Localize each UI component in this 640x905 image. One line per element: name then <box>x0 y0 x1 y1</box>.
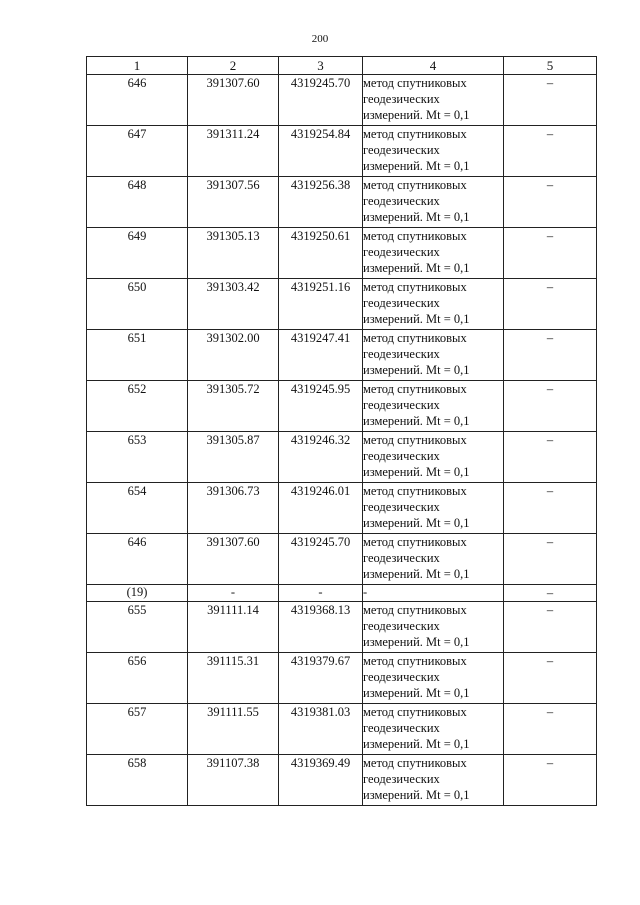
method-text-line: метод спутниковых <box>363 484 467 498</box>
method-text-line: геодезических <box>363 772 440 786</box>
method-cell <box>363 602 504 653</box>
note-cell: – <box>504 755 597 806</box>
x-coordinate-cell: 391311.24 <box>188 126 279 177</box>
note-cell: – <box>504 228 597 279</box>
point-number-cell: 658 <box>87 755 188 806</box>
table-body <box>87 75 597 806</box>
table-header <box>87 57 597 75</box>
table-row <box>87 279 597 330</box>
point-number-cell: 649 <box>87 228 188 279</box>
method-text-line: геодезических <box>363 347 440 361</box>
method-text-line: геодезических <box>363 500 440 514</box>
method-text-line: метод спутниковых <box>363 127 467 141</box>
table-row <box>87 432 597 483</box>
method-cell <box>363 585 504 602</box>
method-text-line: измерений. Mt = 0,1 <box>363 159 470 173</box>
method-cell <box>363 704 504 755</box>
method-cell <box>363 755 504 806</box>
method-text-line: измерений. Mt = 0,1 <box>363 635 470 649</box>
method-cell <box>363 228 504 279</box>
method-text-line: измерений. Mt = 0,1 <box>363 363 470 377</box>
method-text-line: метод спутниковых <box>363 331 467 345</box>
note-cell: – <box>504 704 597 755</box>
table-row <box>87 585 597 602</box>
method-text-line: измерений. Mt = 0,1 <box>363 414 470 428</box>
y-coordinate-cell: 4319251.16 <box>279 279 363 330</box>
method-text-line: метод спутниковых <box>363 705 467 719</box>
note-cell: – <box>504 653 597 704</box>
y-coordinate-cell: 4319246.01 <box>279 483 363 534</box>
x-coordinate-cell: 391107.38 <box>188 755 279 806</box>
note-cell: – <box>504 126 597 177</box>
method-text-line: метод спутниковых <box>363 178 467 192</box>
method-text-line: геодезических <box>363 296 440 310</box>
point-number-cell: 651 <box>87 330 188 381</box>
method-text-line: геодезических <box>363 194 440 208</box>
point-number-cell: 656 <box>87 653 188 704</box>
y-coordinate-cell: 4319245.70 <box>279 75 363 126</box>
method-text-line: геодезических <box>363 92 440 106</box>
method-cell <box>363 432 504 483</box>
x-coordinate-cell: 391111.14 <box>188 602 279 653</box>
y-coordinate-cell: 4319381.03 <box>279 704 363 755</box>
table-row <box>87 330 597 381</box>
y-coordinate-cell: 4319245.95 <box>279 381 363 432</box>
y-coordinate-cell: - <box>279 585 363 602</box>
point-number-cell: 655 <box>87 602 188 653</box>
note-cell: – <box>504 534 597 585</box>
x-coordinate-cell: 391305.87 <box>188 432 279 483</box>
coordinates-table <box>86 56 597 806</box>
method-text-line: метод спутниковых <box>363 433 467 447</box>
y-coordinate-cell: 4319369.49 <box>279 755 363 806</box>
header-col-3: 3 <box>279 57 363 75</box>
x-coordinate-cell: 391303.42 <box>188 279 279 330</box>
table-row <box>87 381 597 432</box>
method-cell <box>363 75 504 126</box>
header-col-4: 4 <box>363 57 504 75</box>
method-text-line: геодезических <box>363 670 440 684</box>
point-number-cell: 650 <box>87 279 188 330</box>
point-number-cell: 647 <box>87 126 188 177</box>
note-cell: – <box>504 75 597 126</box>
table-row <box>87 177 597 228</box>
method-text-line: измерений. Mt = 0,1 <box>363 788 470 802</box>
x-coordinate-cell: 391302.00 <box>188 330 279 381</box>
method-text-line: геодезических <box>363 449 440 463</box>
y-coordinate-cell: 4319247.41 <box>279 330 363 381</box>
method-text-line: измерений. Mt = 0,1 <box>363 210 470 224</box>
x-coordinate-cell: 391115.31 <box>188 653 279 704</box>
point-number-cell: 653 <box>87 432 188 483</box>
y-coordinate-cell: 4319379.67 <box>279 653 363 704</box>
method-text-line: метод спутниковых <box>363 654 467 668</box>
method-cell <box>363 653 504 704</box>
header-col-2: 2 <box>188 57 279 75</box>
note-cell: – <box>504 602 597 653</box>
method-text-line: измерений. Mt = 0,1 <box>363 261 470 275</box>
method-text-line: измерений. Mt = 0,1 <box>363 686 470 700</box>
table-row <box>87 228 597 279</box>
point-number-cell: 652 <box>87 381 188 432</box>
method-text-line: геодезических <box>363 721 440 735</box>
method-text-line: метод спутниковых <box>363 603 467 617</box>
note-cell: – <box>504 330 597 381</box>
method-cell <box>363 483 504 534</box>
x-coordinate-cell: 391307.60 <box>188 75 279 126</box>
y-coordinate-cell: 4319368.13 <box>279 602 363 653</box>
method-cell <box>363 330 504 381</box>
page-number: 200 <box>311 33 329 45</box>
x-coordinate-cell: 391111.55 <box>188 704 279 755</box>
x-coordinate-cell: 391305.13 <box>188 228 279 279</box>
header-col-1: 1 <box>87 57 188 75</box>
method-text-line: геодезических <box>363 619 440 633</box>
point-number-cell: 654 <box>87 483 188 534</box>
y-coordinate-cell: 4319254.84 <box>279 126 363 177</box>
note-cell: – <box>504 483 597 534</box>
x-coordinate-cell: 391305.72 <box>188 381 279 432</box>
method-text-line: измерений. Mt = 0,1 <box>363 516 470 530</box>
note-cell: – <box>504 432 597 483</box>
method-text-line: метод спутниковых <box>363 229 467 243</box>
note-cell: – <box>504 279 597 330</box>
method-text-line: измерений. Mt = 0,1 <box>363 465 470 479</box>
method-text-line: измерений. Mt = 0,1 <box>363 108 470 122</box>
method-text-line: - <box>363 585 368 599</box>
table-row <box>87 126 597 177</box>
method-text-line: геодезических <box>363 245 440 259</box>
point-number-cell: 646 <box>87 75 188 126</box>
method-text-line: измерений. Mt = 0,1 <box>363 312 470 326</box>
method-text-line: метод спутниковых <box>363 382 467 396</box>
x-coordinate-cell: 391306.73 <box>188 483 279 534</box>
point-number-cell: 646 <box>87 534 188 585</box>
point-number-cell: 648 <box>87 177 188 228</box>
y-coordinate-cell: 4319246.32 <box>279 432 363 483</box>
table-row <box>87 75 597 126</box>
point-number-cell: 657 <box>87 704 188 755</box>
x-coordinate-cell: 391307.56 <box>188 177 279 228</box>
method-cell <box>363 534 504 585</box>
table-row <box>87 534 597 585</box>
method-text-line: геодезических <box>363 398 440 412</box>
method-text-line: геодезических <box>363 143 440 157</box>
table-row <box>87 483 597 534</box>
method-text-line: геодезических <box>363 551 440 565</box>
table-row <box>87 653 597 704</box>
method-text-line: метод спутниковых <box>363 535 467 549</box>
note-cell: – <box>504 177 597 228</box>
table-row <box>87 755 597 806</box>
note-cell: – <box>504 585 597 602</box>
y-coordinate-cell: 4319250.61 <box>279 228 363 279</box>
table-row <box>87 602 597 653</box>
method-text-line: метод спутниковых <box>363 756 467 770</box>
method-cell <box>363 177 504 228</box>
header-col-5: 5 <box>504 57 597 75</box>
y-coordinate-cell: 4319256.38 <box>279 177 363 228</box>
note-cell: – <box>504 381 597 432</box>
method-text-line: измерений. Mt = 0,1 <box>363 567 470 581</box>
table-row <box>87 704 597 755</box>
point-number-cell: (19) <box>87 585 188 602</box>
method-cell <box>363 381 504 432</box>
method-cell <box>363 279 504 330</box>
header-row <box>87 57 597 75</box>
method-text-line: метод спутниковых <box>363 76 467 90</box>
x-coordinate-cell: 391307.60 <box>188 534 279 585</box>
x-coordinate-cell: - <box>188 585 279 602</box>
y-coordinate-cell: 4319245.70 <box>279 534 363 585</box>
method-cell <box>363 126 504 177</box>
method-text-line: метод спутниковых <box>363 280 467 294</box>
method-text-line: измерений. Mt = 0,1 <box>363 737 470 751</box>
